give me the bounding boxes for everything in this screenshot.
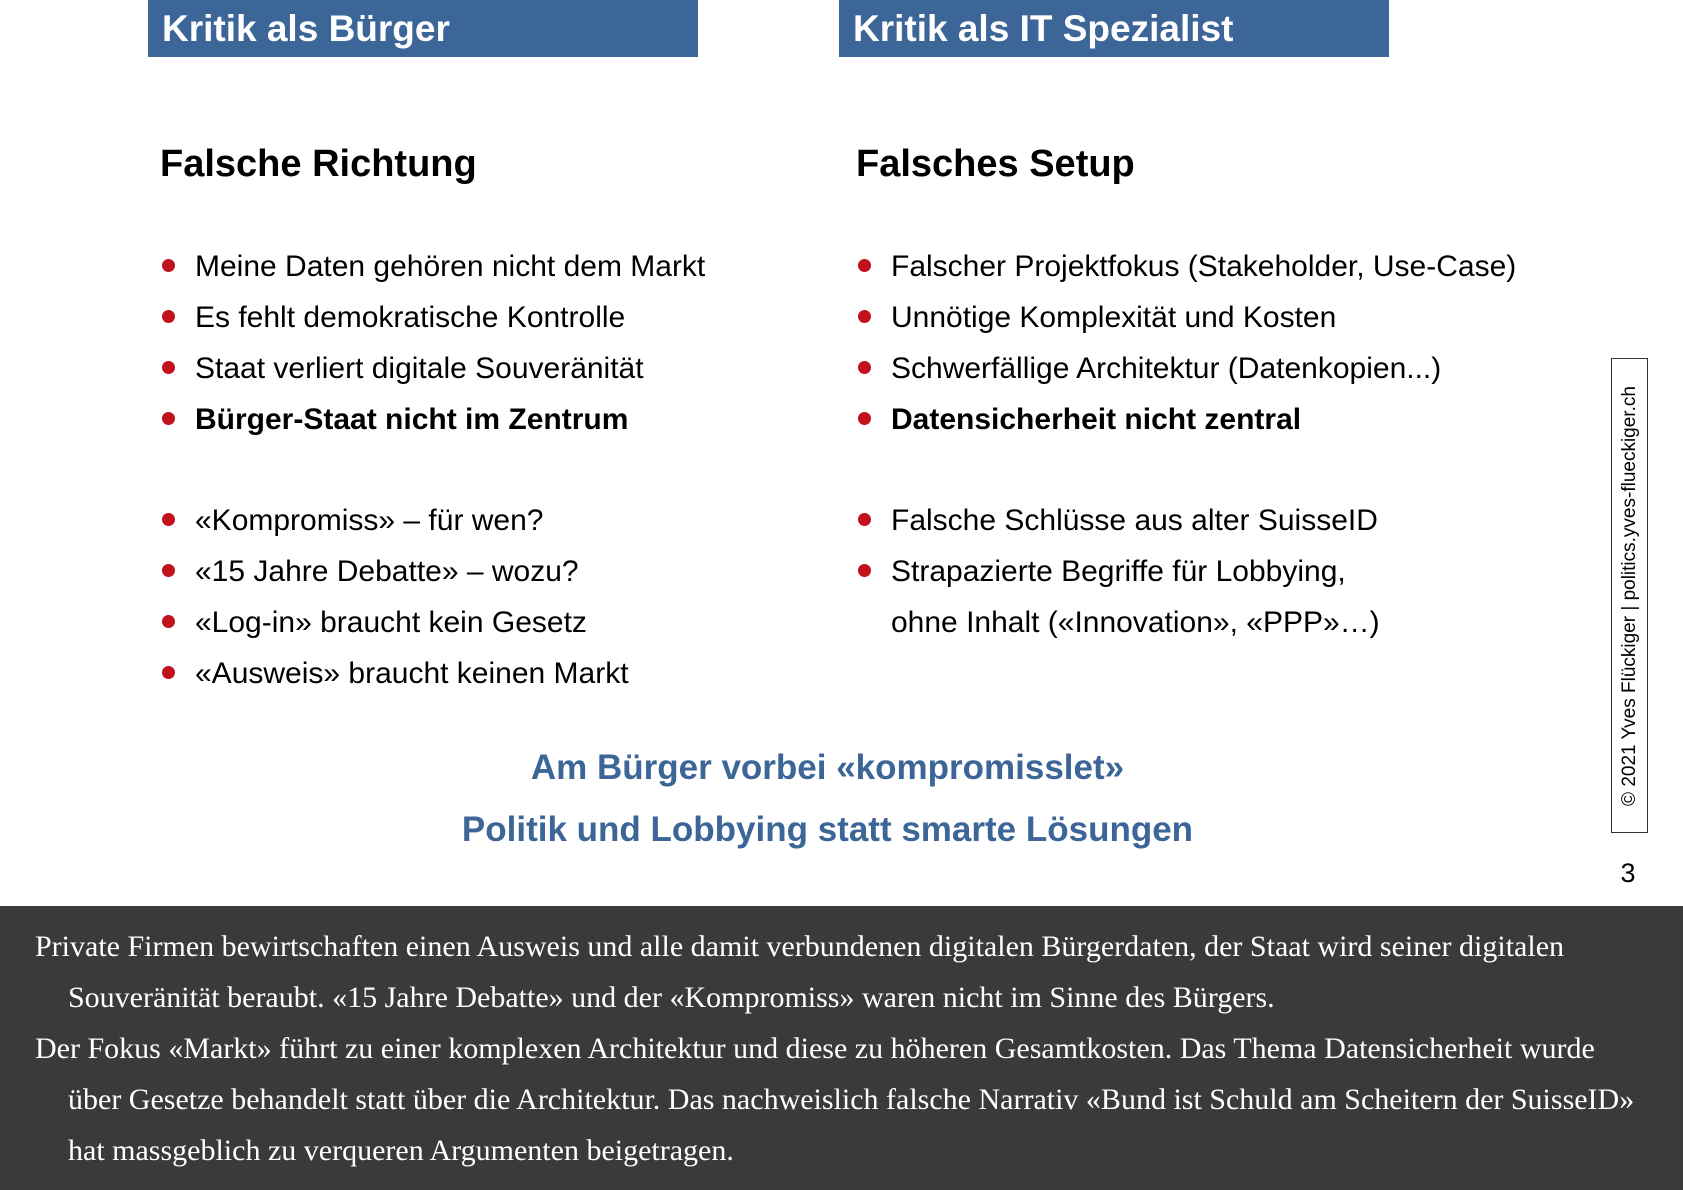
column-left — [160, 135, 780, 699]
notes-paragraph: Private Firmen bewirtschaften einen Ausweis und alle damit verbundenen digitalen Bürgerdaten, der Staat wird seiner digitalen Souveränität beraubt. «15 Jahre Debatte» und der «Kompromiss» waren nicht im Sinne des Bürgers. — [35, 930, 1565, 1014]
conclusion-line-2: Politik und Lobbying statt smarte Lösungen — [461, 810, 1194, 849]
bullet-item — [160, 241, 780, 292]
bullet-text: Es fehlt demokratische Kontrolle — [195, 301, 626, 334]
copyright-text: © 2021 Yves Flückiger | politics.yves-flueckiger.ch — [1618, 385, 1640, 806]
bullet-item — [856, 495, 1576, 546]
column-right — [856, 135, 1576, 648]
column-title: Falsche Richtung — [160, 143, 477, 185]
bullet-text: Unnötige Komplexität und Kosten — [891, 301, 1337, 334]
bullet-text: Meine Daten gehören nicht dem Markt — [195, 250, 706, 283]
bullet-text: ohne Inhalt («Innovation», «PPP»…) — [891, 606, 1380, 639]
bullet-text: Falsche Schlüsse aus alter SuisseID — [891, 504, 1378, 537]
bullet-list — [160, 241, 780, 699]
bullet-dot-icon — [858, 361, 871, 374]
bullet-item — [160, 495, 780, 546]
bullet-text: Strapazierte Begriffe für Lobbying, — [891, 555, 1346, 588]
speaker-notes — [0, 906, 1683, 1190]
bullet-item — [856, 292, 1576, 343]
bullet-text: «Log-in» braucht kein Gesetz — [195, 606, 587, 639]
bullet-text: «15 Jahre Debatte» – wozu? — [195, 555, 579, 588]
bullet-text: «Ausweis» braucht keinen Markt — [195, 657, 629, 690]
header-kritik-als-buerger: Kritik als Bürger — [148, 0, 698, 57]
bullet-text: «Kompromiss» – für wen? — [195, 504, 544, 537]
bullet-dot-icon — [162, 259, 175, 272]
bullet-dot-icon — [858, 412, 871, 425]
bullet-dot-icon — [162, 361, 175, 374]
bullet-item — [160, 648, 780, 699]
bullet-item — [160, 292, 780, 343]
bullet-text: Schwerfällige Architektur (Datenkopien...) — [891, 352, 1442, 385]
bullet-text: Staat verliert digitale Souveränität — [195, 352, 644, 385]
bullet-dot-icon — [162, 513, 175, 526]
bullet-item — [856, 546, 1576, 597]
bullet-dot-icon — [858, 513, 871, 526]
bullet-list — [856, 241, 1576, 648]
bullet-item — [160, 546, 780, 597]
bullet-item — [856, 343, 1576, 394]
bullet-text: Datensicherheit nicht zentral — [891, 403, 1302, 436]
conclusion-line-1: Am Bürger vorbei «kompromisslet» — [530, 748, 1125, 787]
bullet-dot-icon — [858, 259, 871, 272]
column-title: Falsches Setup — [856, 143, 1135, 185]
bullet-dot-icon — [162, 615, 175, 628]
notes-paragraph: Der Fokus «Markt» führt zu einer komplexen Architektur und diese zu höheren Gesamtkosten. Das Thema Datensicherheit wurde über Gesetze behandelt statt über die Architektur. Das nachweislich falsche Narrativ «Bund ist Schuld am Scheitern der SuisseID» hat massgeblich zu verqueren Argumenten beigetragen. — [35, 1032, 1635, 1167]
bullet-text: Falscher Projektfokus (Stakeholder, Use-Case) — [891, 250, 1517, 283]
spacer — [160, 445, 780, 495]
bullet-dot-icon — [858, 564, 871, 577]
bullet-item — [160, 394, 780, 445]
copyright-box — [1611, 358, 1648, 833]
bullet-item — [856, 394, 1576, 445]
bullet-dot-icon — [162, 310, 175, 323]
spacer — [856, 445, 1576, 495]
bullet-dot-icon — [162, 412, 175, 425]
bullet-dot-icon — [162, 564, 175, 577]
bullet-item — [160, 597, 780, 648]
bullet-dot-icon — [858, 310, 871, 323]
bullet-text: Bürger-Staat nicht im Zentrum — [195, 403, 629, 436]
bullet-item — [160, 343, 780, 394]
page-number: 3 — [1620, 858, 1636, 888]
bullet-dot-icon — [162, 666, 175, 679]
bullet-continuation — [856, 597, 1576, 648]
bullet-item — [856, 241, 1576, 292]
header-kritik-als-it-spezialist: Kritik als IT Spezialist — [839, 0, 1389, 57]
